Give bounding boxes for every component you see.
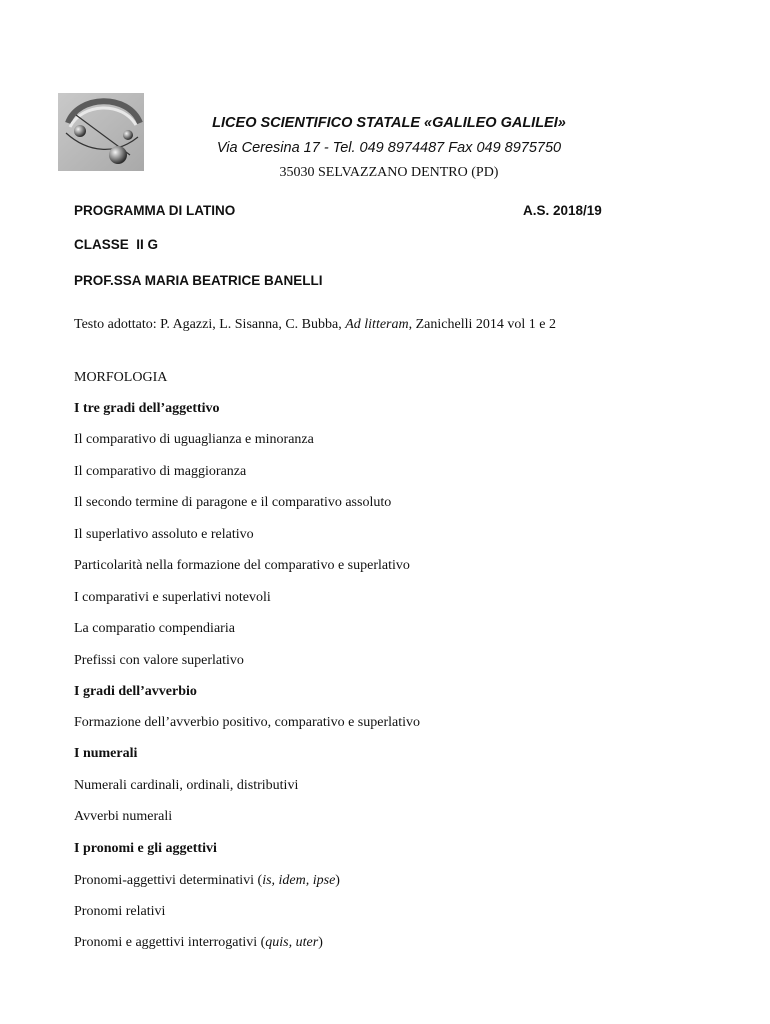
school-address: Via Ceresina 17 - Tel. 049 8974487 Fax 049 8975750 bbox=[216, 140, 562, 156]
list-item: Avverbi numerali bbox=[74, 809, 173, 824]
list-item: Il secondo termine di paragone e il comparativo assoluto bbox=[74, 495, 392, 510]
heading-pronomi: I pronomi e gli aggettivi bbox=[74, 841, 217, 856]
list-item: Il superlativo assoluto e relativo bbox=[74, 527, 254, 542]
program-title: PROGRAMMA DI LATINO bbox=[74, 203, 236, 218]
list-item: Particolarità nella formazione del comparativo e superlativo bbox=[74, 558, 410, 573]
list-item bbox=[74, 935, 323, 951]
heading-gradi-avverbio: I gradi dell’avverbio bbox=[74, 684, 197, 699]
school-name: LICEO SCIENTIFICO STATALE «GALILEO GALILEI» bbox=[212, 115, 566, 131]
list-item: Formazione dell’avverbio positivo, comparativo e superlativo bbox=[74, 715, 421, 730]
list-item: Il comparativo di maggioranza bbox=[74, 464, 247, 479]
list-item bbox=[74, 873, 340, 889]
textbook-prefix: Testo adottato: P. Agazzi, L. Sisanna, C. Bubba, bbox=[74, 317, 346, 332]
item-text: Pronomi e aggettivi interrogativi ( bbox=[74, 935, 266, 950]
school-city: 35030 SELVAZZANO DENTRO (PD) bbox=[279, 165, 499, 180]
list-item: Pronomi relativi bbox=[74, 904, 166, 919]
heading-numerali: I numerali bbox=[74, 746, 138, 761]
item-text: ) bbox=[335, 873, 340, 888]
item-text: Pronomi-aggettivi determinativi ( bbox=[74, 873, 263, 888]
item-text: ) bbox=[318, 935, 323, 950]
section-morfologia: MORFOLOGIA bbox=[74, 370, 168, 385]
school-logo-icon bbox=[58, 93, 144, 171]
item-italic: quis, uter bbox=[265, 935, 319, 950]
list-item: La comparatio compendiaria bbox=[74, 621, 235, 636]
textbook-line bbox=[74, 317, 556, 333]
school-year: A.S. 2018/19 bbox=[523, 203, 602, 218]
teacher-name: PROF.SSA MARIA BEATRICE BANELLI bbox=[74, 273, 323, 288]
item-italic: is, idem, ipse bbox=[262, 873, 336, 888]
list-item: Numerali cardinali, ordinali, distributivi bbox=[74, 778, 299, 793]
list-item: Prefissi con valore superlativo bbox=[74, 653, 244, 668]
textbook-suffix: , Zanichelli 2014 vol 1 e 2 bbox=[408, 317, 556, 332]
class-label: CLASSE II G bbox=[74, 237, 159, 252]
heading-gradi-aggettivo: I tre gradi dell’aggettivo bbox=[74, 401, 220, 416]
list-item: Il comparativo di uguaglianza e minoranza bbox=[74, 432, 314, 447]
textbook-title: Ad litteram bbox=[345, 317, 409, 332]
list-item: I comparativi e superlativi notevoli bbox=[74, 590, 271, 605]
